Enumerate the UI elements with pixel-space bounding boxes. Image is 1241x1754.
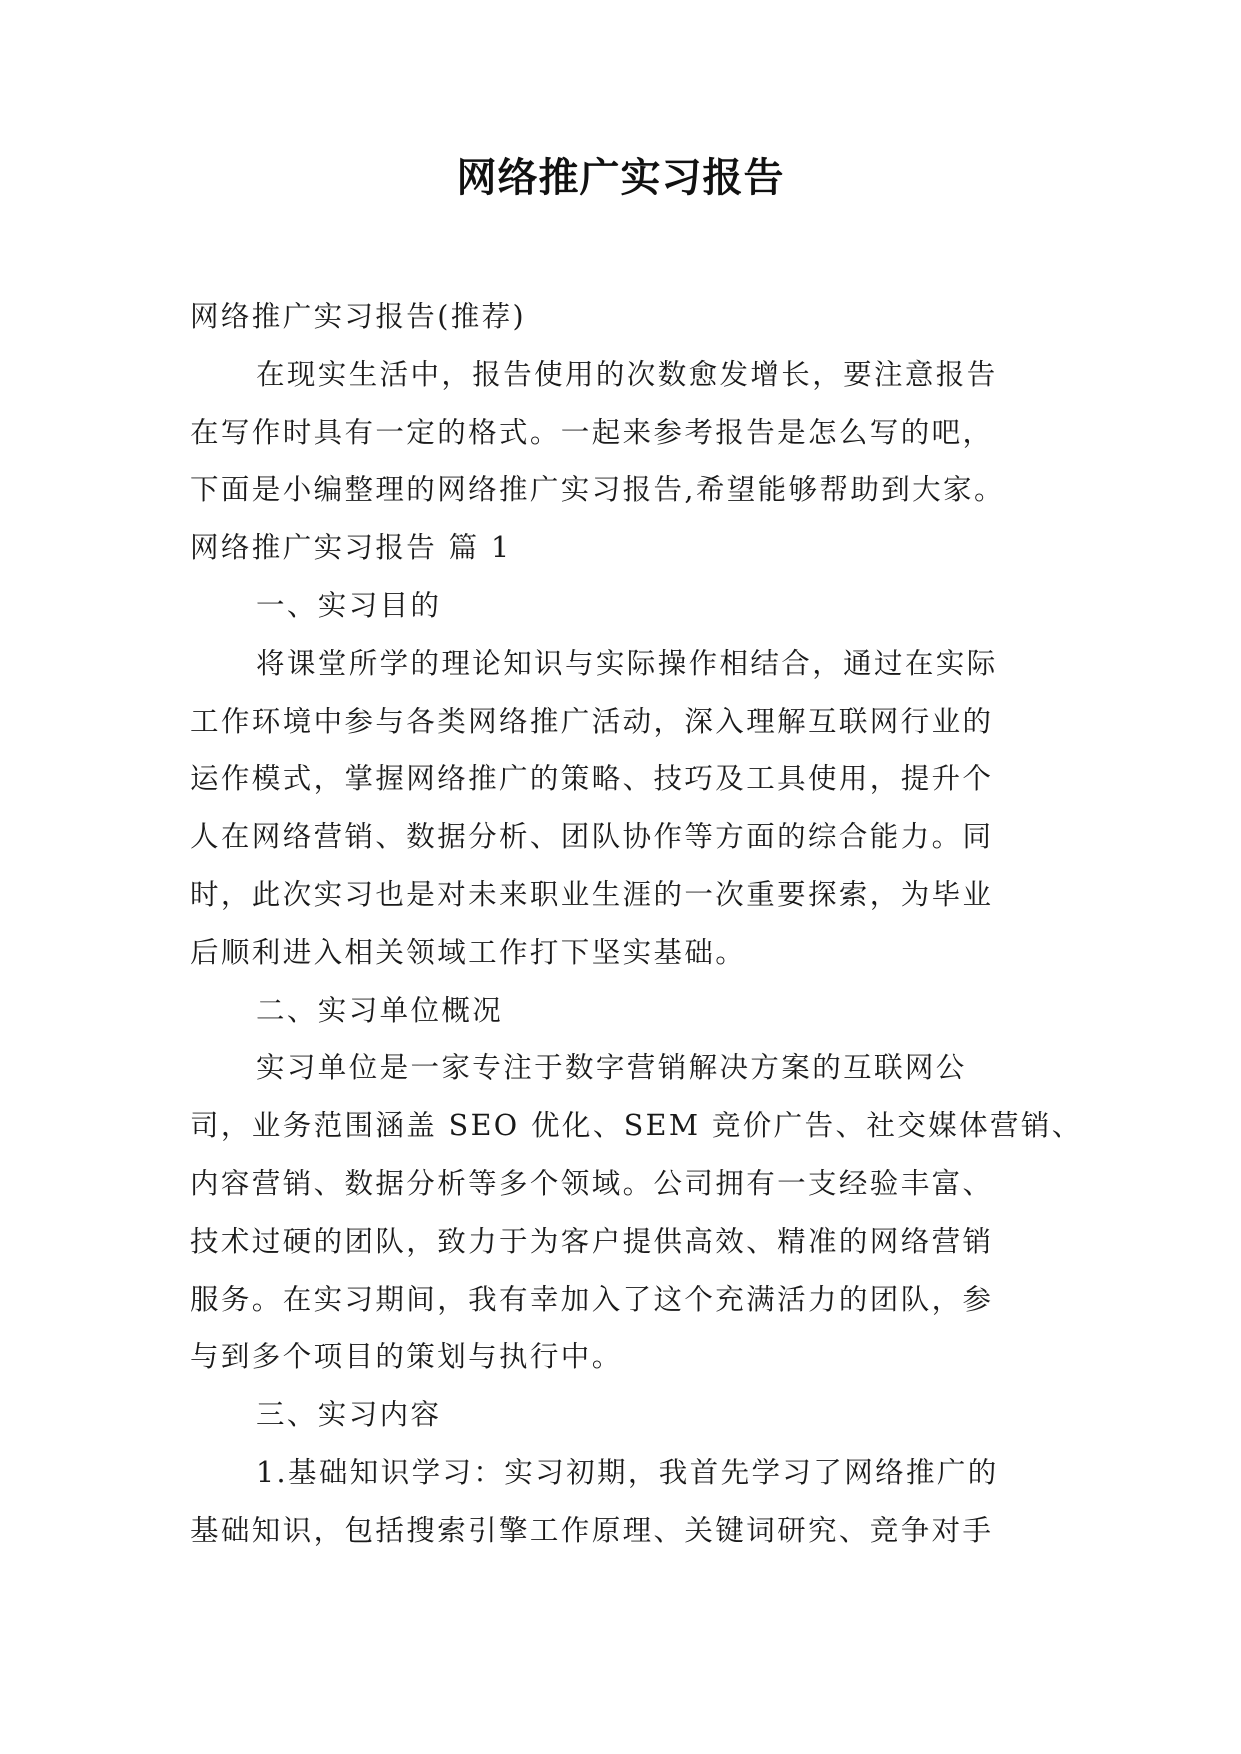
text-line: 网络推广实习报告(推荐) — [190, 300, 527, 333]
document-title: 网络推广实习报告 — [456, 155, 785, 201]
text-line: 与到多个项目的策划与执行中。 — [190, 1340, 623, 1374]
text-line: 运作模式，掌握网络推广的策略、技巧及工具使用，提升个 — [190, 762, 994, 796]
text-line: 工作环境中参与各类网络推广活动，深入理解互联网行业的 — [190, 704, 994, 738]
section-heading: 网络推广实习报告 篇 1 — [190, 531, 512, 565]
text-line: 内容营销、数据分析等多个领域。公司拥有一支经验丰富、 — [190, 1166, 994, 1200]
text-line: 1.基础知识学习：实习初期，我首先学习了网络推广的 — [256, 1455, 999, 1489]
text-line: 后顺利进入相关领域工作打下坚实基础。 — [190, 935, 747, 969]
text-line: 将课堂所学的理论知识与实际操作相结合，通过在实际 — [256, 646, 998, 680]
text-line: 实习单位是一家专注于数字营销解决方案的互联网公 — [256, 1051, 967, 1085]
text-line: 服务。在实习期间，我有幸加入了这个充满活力的团队，参 — [190, 1282, 994, 1316]
text-line: 时，此次实习也是对未来职业生涯的一次重要探索，为毕业 — [190, 877, 994, 911]
text-line: 司，业务范围涵盖 SEO 优化、SEM 竞价广告、社交媒体营销、 — [190, 1109, 1083, 1143]
section-heading: 三、实习内容 — [256, 1398, 442, 1432]
document-body — [190, 288, 1083, 1560]
text-line: 基础知识，包括搜索引擎工作原理、关键词研究、竞争对手 — [190, 1513, 994, 1547]
text-line: 下面是小编整理的网络推广实习报告,希望能够帮助到大家。 — [190, 473, 1005, 507]
text-line: 技术过硬的团队，致力于为客户提供高效、精准的网络营销 — [190, 1224, 994, 1258]
text-line: 在现实生活中，报告使用的次数愈发增长，要注意报告 — [256, 357, 998, 391]
section-heading: 二、实习单位概况 — [256, 993, 504, 1027]
section-heading: 一、实习目的 — [256, 588, 442, 622]
text-line: 在写作时具有一定的格式。一起来参考报告是怎么写的吧， — [190, 415, 994, 449]
text-line: 人在网络营销、数据分析、团队协作等方面的综合能力。同 — [190, 820, 994, 854]
